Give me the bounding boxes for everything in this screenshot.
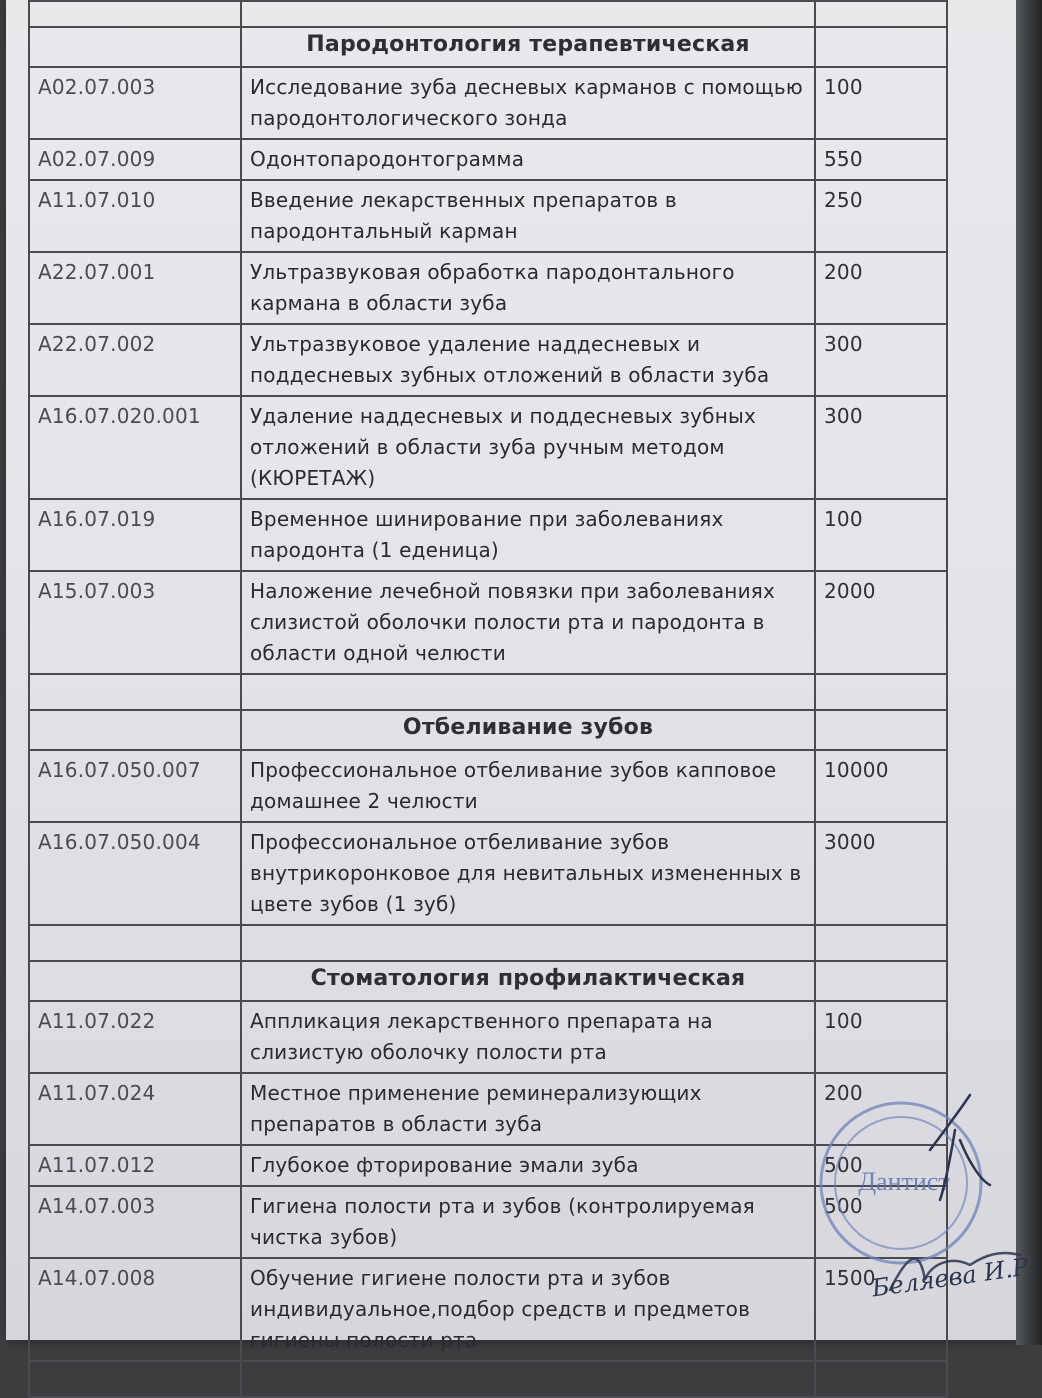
section-header-prophylactic: [29, 961, 947, 1001]
service-name: Исследование зуба десневых карманов с помощью пародонтологического зонда: [241, 67, 815, 139]
empty-row: [29, 925, 947, 961]
service-code: A16.07.020.001: [29, 396, 241, 499]
table-row: [29, 1073, 947, 1145]
service-code: A02.07.003: [29, 67, 241, 139]
table-row: [29, 499, 947, 571]
section-header-periodontology: [29, 27, 947, 67]
price-list-table: [28, 0, 948, 1398]
service-price: 2000: [815, 571, 947, 674]
service-code: A11.07.024: [29, 1073, 241, 1145]
service-name: Местное применение реминерализующих препаратов в области зуба: [241, 1073, 815, 1145]
service-code: A11.07.022: [29, 1001, 241, 1073]
service-price: 300: [815, 396, 947, 499]
service-price: 10000: [815, 750, 947, 822]
service-code: A02.07.009: [29, 139, 241, 180]
service-price: 250: [815, 180, 947, 252]
table-row: [29, 1258, 947, 1361]
service-code: A14.07.008: [29, 1258, 241, 1361]
service-price: 550: [815, 139, 947, 180]
table-row: [29, 252, 947, 324]
table-row: [29, 1145, 947, 1186]
stamp-text: Дантист: [858, 1167, 950, 1196]
table-row: [29, 180, 947, 252]
service-name: Временное шинирование при заболеваниях пародонта (1 еденица): [241, 499, 815, 571]
empty-row: [29, 674, 947, 710]
service-name: Удаление наддесневых и поддесневых зубных отложений в области зуба ручным методом (КЮРЕТАЖ): [241, 396, 815, 499]
service-price: 100: [815, 67, 947, 139]
section-title: Стоматология профилактическая: [241, 961, 815, 1001]
service-name: Глубокое фторирование эмали зуба: [241, 1145, 815, 1186]
table-row: [29, 67, 947, 139]
table-row: [29, 822, 947, 925]
table-row: [29, 139, 947, 180]
service-price: 300: [815, 324, 947, 396]
service-code: A15.07.003: [29, 571, 241, 674]
service-price: 100: [815, 499, 947, 571]
service-name: Одонтопародонтограмма: [241, 139, 815, 180]
service-name: Гигиена полости рта и зубов (контролируемая чистка зубов): [241, 1186, 815, 1258]
table-row: [29, 396, 947, 499]
service-code: A14.07.003: [29, 1186, 241, 1258]
table-row: [29, 324, 947, 396]
service-name: Наложение лечебной повязки при заболеваниях слизистой оболочки полости рта и пародонта в области одной челюсти: [241, 571, 815, 674]
service-name: Обучение гигиене полости рта и зубов индивидуальное,подбор средств и предметов гигиены полости рта: [241, 1258, 815, 1361]
service-price: 500: [815, 1145, 947, 1186]
table-row: [29, 571, 947, 674]
service-code: A11.07.010: [29, 180, 241, 252]
section-header-whitening: [29, 710, 947, 750]
service-name: Ультразвуковая обработка пародонтального кармана в области зуба: [241, 252, 815, 324]
empty-row: [29, 1361, 947, 1397]
section-title: Отбеливание зубов: [241, 710, 815, 750]
service-price: 3000: [815, 822, 947, 925]
service-code: A22.07.001: [29, 252, 241, 324]
table-row: [29, 1001, 947, 1073]
service-code: A16.07.050.004: [29, 822, 241, 925]
service-name: Профессиональное отбеливание зубов внутрикоронковое для невитальных измененных в цвете зубов (1 зуб): [241, 822, 815, 925]
signature-text: Беляева И.Р.: [870, 1251, 1038, 1303]
service-name: Ультразвуковое удаление наддесневых и поддесневых зубных отложений в области зуба: [241, 324, 815, 396]
table-row: [29, 1186, 947, 1258]
service-name: Введение лекарственных препаратов в пародонтальный карман: [241, 180, 815, 252]
service-price: 100: [815, 1001, 947, 1073]
service-price: 200: [815, 1073, 947, 1145]
service-price: 500: [815, 1186, 947, 1258]
table-row: [29, 750, 947, 822]
table-top-row: [29, 1, 947, 27]
service-name: Профессиональное отбеливание зубов капповое домашнее 2 челюсти: [241, 750, 815, 822]
section-title: Пародонтология терапевтическая: [241, 27, 815, 67]
service-code: A16.07.019: [29, 499, 241, 571]
service-price: 1500: [815, 1258, 947, 1361]
service-code: A22.07.002: [29, 324, 241, 396]
service-name: Аппликация лекарственного препарата на слизистую оболочку полости рта: [241, 1001, 815, 1073]
signature: [860, 1090, 1040, 1320]
service-code: A11.07.012: [29, 1145, 241, 1186]
service-price: 200: [815, 252, 947, 324]
service-code: A16.07.050.007: [29, 750, 241, 822]
